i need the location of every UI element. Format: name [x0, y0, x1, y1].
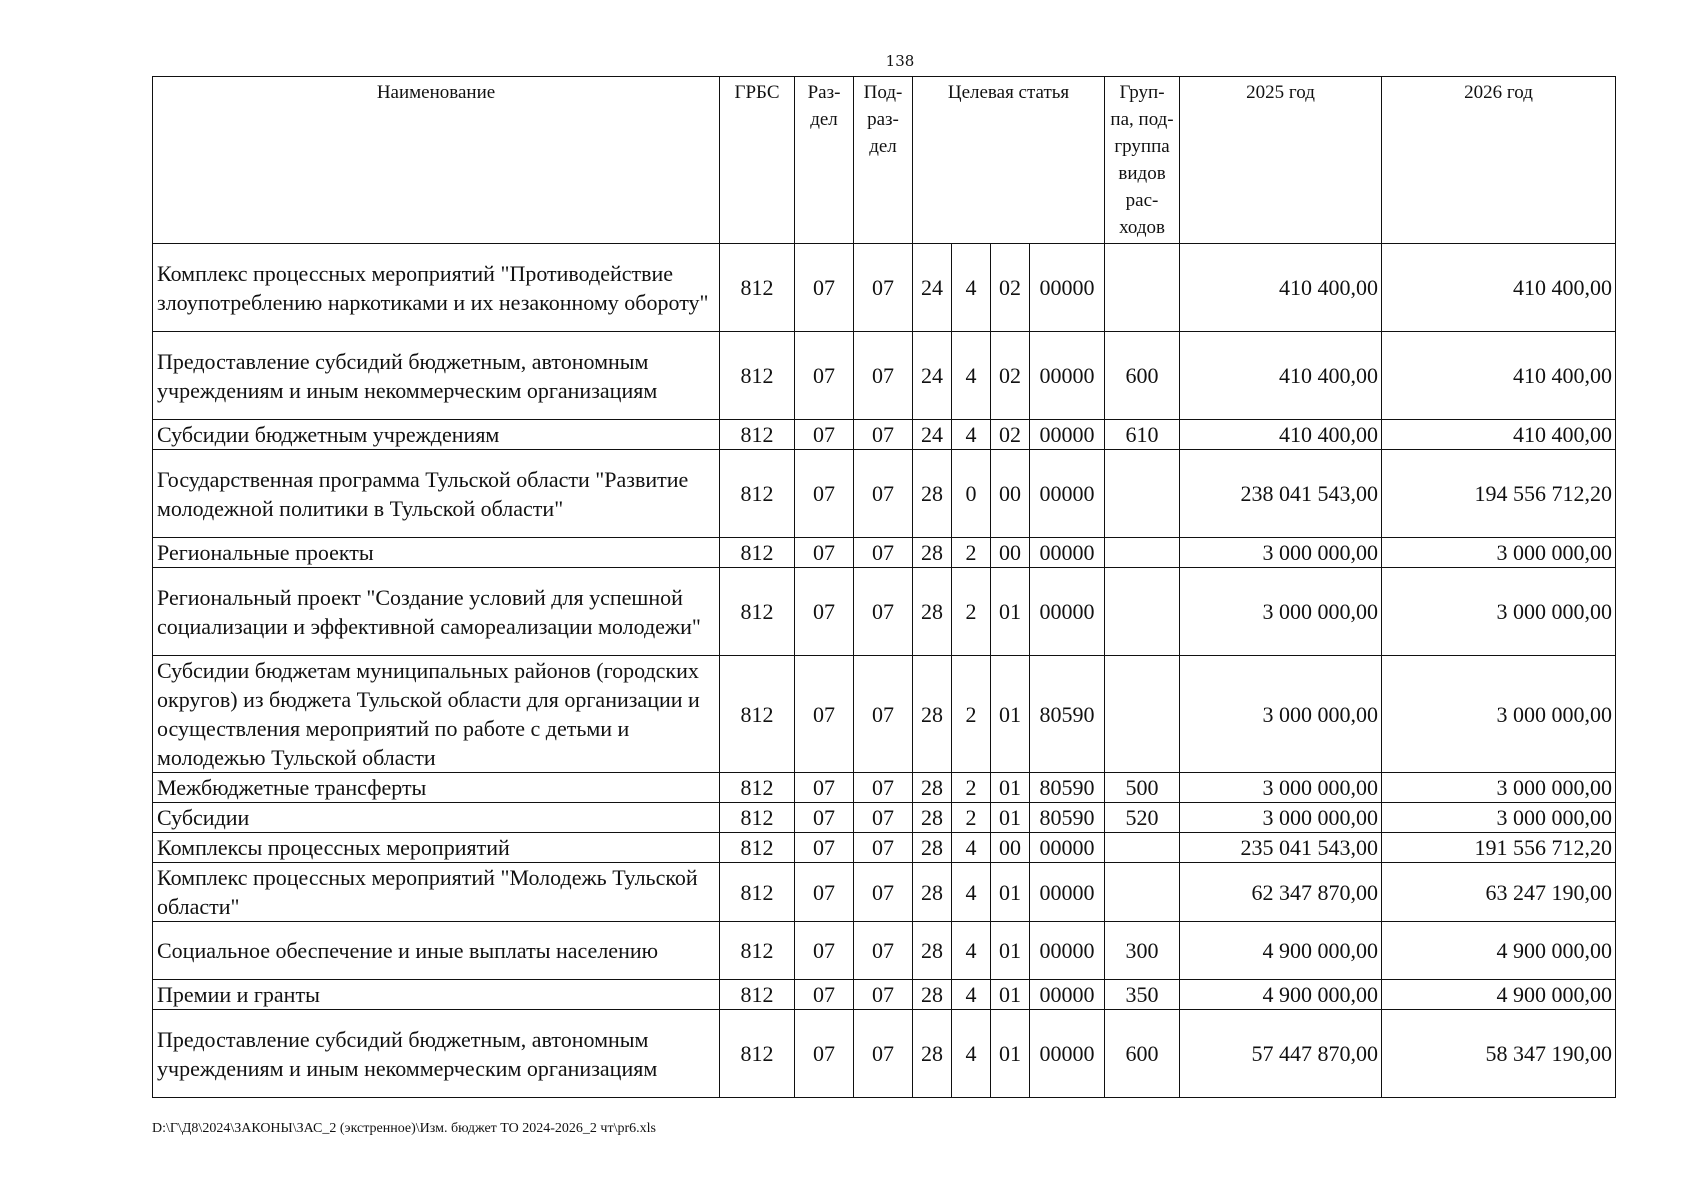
row-target-direction: 00000: [1030, 332, 1105, 420]
row-target-event: 01: [991, 922, 1030, 980]
row-amount-2025: 4 900 000,00: [1180, 922, 1382, 980]
row-amount-2026: 3 000 000,00: [1382, 568, 1616, 656]
header-year-2025: 2025 год: [1180, 77, 1382, 244]
row-grbs: 812: [720, 1010, 795, 1098]
row-amount-2026: 3 000 000,00: [1382, 773, 1616, 803]
table-row: [153, 420, 1616, 450]
row-expense-group: 600: [1105, 1010, 1180, 1098]
row-grbs: 812: [720, 568, 795, 656]
row-target-program: 24: [913, 244, 952, 332]
row-target-type: 2: [952, 773, 991, 803]
row-subsection: 07: [854, 568, 913, 656]
table-row: [153, 332, 1616, 420]
row-target-program: 24: [913, 332, 952, 420]
header-subsection: Под- раз- дел: [854, 77, 913, 244]
row-amount-2025: 57 447 870,00: [1180, 1010, 1382, 1098]
row-subsection: 07: [854, 980, 913, 1010]
row-name: Региональные проекты: [153, 538, 720, 568]
table-row: [153, 450, 1616, 538]
row-target-type: 4: [952, 332, 991, 420]
row-target-type: 4: [952, 833, 991, 863]
row-name: Премии и гранты: [153, 980, 720, 1010]
page-number: 138: [885, 52, 915, 70]
row-expense-group: 500: [1105, 773, 1180, 803]
header-expense-group: Груп- па, под- группа видов рас- ходов: [1105, 77, 1180, 244]
row-grbs: 812: [720, 773, 795, 803]
table-header-row: [153, 77, 1616, 244]
row-amount-2025: 3 000 000,00: [1180, 656, 1382, 773]
header-grbs: ГРБС: [720, 77, 795, 244]
row-amount-2026: 410 400,00: [1382, 244, 1616, 332]
row-target-program: 28: [913, 656, 952, 773]
row-target-direction: 80590: [1030, 803, 1105, 833]
row-amount-2026: 410 400,00: [1382, 332, 1616, 420]
row-target-direction: 00000: [1030, 1010, 1105, 1098]
row-grbs: 812: [720, 922, 795, 980]
row-expense-group: [1105, 833, 1180, 863]
table-row: [153, 538, 1616, 568]
row-target-program: 28: [913, 538, 952, 568]
row-target-program: 28: [913, 922, 952, 980]
row-target-direction: 00000: [1030, 244, 1105, 332]
row-expense-group: [1105, 863, 1180, 922]
row-name: Субсидии бюджетам муниципальных районов (городских округов) из бюджета Тульской области для организации и осуществления мероприятий по работе с детьми и молодежью Тульской области: [153, 656, 720, 773]
table-row: [153, 922, 1616, 980]
row-name: Комплекс процессных мероприятий "Молодежь Тульской области": [153, 863, 720, 922]
row-amount-2025: 238 041 543,00: [1180, 450, 1382, 538]
row-target-program: 28: [913, 863, 952, 922]
row-amount-2026: 410 400,00: [1382, 420, 1616, 450]
row-grbs: 812: [720, 803, 795, 833]
row-grbs: 812: [720, 833, 795, 863]
table-row: [153, 773, 1616, 803]
row-target-event: 01: [991, 1010, 1030, 1098]
row-amount-2026: 58 347 190,00: [1382, 1010, 1616, 1098]
row-target-event: 01: [991, 568, 1030, 656]
row-target-type: 4: [952, 922, 991, 980]
row-target-type: 4: [952, 244, 991, 332]
row-name: Государственная программа Тульской области "Развитие молодежной политики в Тульской области": [153, 450, 720, 538]
row-section: 07: [795, 244, 854, 332]
row-subsection: 07: [854, 803, 913, 833]
row-grbs: 812: [720, 450, 795, 538]
row-section: 07: [795, 538, 854, 568]
row-target-program: 28: [913, 450, 952, 538]
row-amount-2026: 63 247 190,00: [1382, 863, 1616, 922]
row-target-type: 4: [952, 1010, 991, 1098]
table-row: [153, 656, 1616, 773]
row-section: 07: [795, 803, 854, 833]
row-expense-group: 610: [1105, 420, 1180, 450]
row-amount-2025: 3 000 000,00: [1180, 568, 1382, 656]
row-grbs: 812: [720, 332, 795, 420]
row-expense-group: [1105, 568, 1180, 656]
row-amount-2026: 194 556 712,20: [1382, 450, 1616, 538]
row-amount-2026: 4 900 000,00: [1382, 922, 1616, 980]
row-amount-2025: 3 000 000,00: [1180, 538, 1382, 568]
table-row: [153, 833, 1616, 863]
row-section: 07: [795, 980, 854, 1010]
row-amount-2026: 3 000 000,00: [1382, 656, 1616, 773]
row-amount-2025: 3 000 000,00: [1180, 803, 1382, 833]
row-name: Субсидии: [153, 803, 720, 833]
row-target-type: 2: [952, 568, 991, 656]
row-target-direction: 00000: [1030, 568, 1105, 656]
row-target-event: 00: [991, 450, 1030, 538]
row-section: 07: [795, 833, 854, 863]
row-subsection: 07: [854, 833, 913, 863]
row-section: 07: [795, 450, 854, 538]
row-amount-2026: 3 000 000,00: [1382, 538, 1616, 568]
row-target-type: 4: [952, 980, 991, 1010]
row-target-direction: 00000: [1030, 863, 1105, 922]
row-name: Социальное обеспечение и иные выплаты населению: [153, 922, 720, 980]
row-amount-2025: 235 041 543,00: [1180, 833, 1382, 863]
row-target-event: 01: [991, 656, 1030, 773]
row-name: Субсидии бюджетным учреждениям: [153, 420, 720, 450]
row-subsection: 07: [854, 656, 913, 773]
row-grbs: 812: [720, 980, 795, 1010]
row-target-direction: 00000: [1030, 450, 1105, 538]
row-expense-group: 520: [1105, 803, 1180, 833]
row-target-direction: 00000: [1030, 980, 1105, 1010]
header-section: Раз- дел: [795, 77, 854, 244]
row-amount-2026: 191 556 712,20: [1382, 833, 1616, 863]
row-subsection: 07: [854, 244, 913, 332]
row-subsection: 07: [854, 538, 913, 568]
row-target-type: 0: [952, 450, 991, 538]
row-expense-group: 350: [1105, 980, 1180, 1010]
row-target-direction: 00000: [1030, 922, 1105, 980]
row-section: 07: [795, 656, 854, 773]
row-target-program: 24: [913, 420, 952, 450]
row-name: Предоставление субсидий бюджетным, автономным учреждениям и иным некоммерческим организациям: [153, 1010, 720, 1098]
table-row: [153, 1010, 1616, 1098]
row-name: Региональный проект "Создание условий для успешной социализации и эффективной самореализации молодежи": [153, 568, 720, 656]
row-target-program: 28: [913, 803, 952, 833]
row-name: Комплексы процессных мероприятий: [153, 833, 720, 863]
header-name: Наименование: [153, 77, 720, 244]
row-target-type: 2: [952, 803, 991, 833]
row-target-direction: 00000: [1030, 420, 1105, 450]
row-amount-2025: 410 400,00: [1180, 332, 1382, 420]
row-target-event: 00: [991, 538, 1030, 568]
row-amount-2026: 3 000 000,00: [1382, 803, 1616, 833]
row-name: Комплекс процессных мероприятий "Противодействие злоупотреблению наркотиками и их незаконному обороту": [153, 244, 720, 332]
row-target-direction: 00000: [1030, 538, 1105, 568]
row-section: 07: [795, 332, 854, 420]
header-target-article: Целевая статья: [913, 77, 1105, 244]
row-expense-group: 300: [1105, 922, 1180, 980]
row-section: 07: [795, 568, 854, 656]
row-target-event: 02: [991, 244, 1030, 332]
row-grbs: 812: [720, 863, 795, 922]
row-target-program: 28: [913, 1010, 952, 1098]
row-expense-group: [1105, 656, 1180, 773]
row-amount-2025: 4 900 000,00: [1180, 980, 1382, 1010]
row-amount-2025: 62 347 870,00: [1180, 863, 1382, 922]
row-subsection: 07: [854, 1010, 913, 1098]
row-target-program: 28: [913, 980, 952, 1010]
row-grbs: 812: [720, 244, 795, 332]
row-target-event: 01: [991, 863, 1030, 922]
row-target-program: 28: [913, 568, 952, 656]
row-expense-group: 600: [1105, 332, 1180, 420]
row-section: 07: [795, 863, 854, 922]
row-grbs: 812: [720, 538, 795, 568]
row-target-event: 01: [991, 773, 1030, 803]
row-subsection: 07: [854, 450, 913, 538]
row-name: Предоставление субсидий бюджетным, автономным учреждениям и иным некоммерческим организациям: [153, 332, 720, 420]
row-section: 07: [795, 1010, 854, 1098]
row-amount-2025: 3 000 000,00: [1180, 773, 1382, 803]
row-target-event: 02: [991, 420, 1030, 450]
row-target-type: 4: [952, 863, 991, 922]
row-section: 07: [795, 922, 854, 980]
row-subsection: 07: [854, 922, 913, 980]
table-row: [153, 244, 1616, 332]
header-year-2026: 2026 год: [1382, 77, 1616, 244]
row-target-type: 2: [952, 656, 991, 773]
row-amount-2025: 410 400,00: [1180, 420, 1382, 450]
row-amount-2025: 410 400,00: [1180, 244, 1382, 332]
row-section: 07: [795, 773, 854, 803]
row-subsection: 07: [854, 420, 913, 450]
row-expense-group: [1105, 538, 1180, 568]
row-target-direction: 80590: [1030, 773, 1105, 803]
row-target-event: 00: [991, 833, 1030, 863]
row-target-event: 01: [991, 803, 1030, 833]
row-subsection: 07: [854, 773, 913, 803]
row-target-program: 28: [913, 773, 952, 803]
row-target-type: 2: [952, 538, 991, 568]
row-name: Межбюджетные трансферты: [153, 773, 720, 803]
budget-table: [152, 76, 1616, 1098]
row-subsection: 07: [854, 863, 913, 922]
row-target-type: 4: [952, 420, 991, 450]
table-row: [153, 568, 1616, 656]
table-row: [153, 863, 1616, 922]
row-target-direction: 00000: [1030, 833, 1105, 863]
row-expense-group: [1105, 450, 1180, 538]
row-target-event: 01: [991, 980, 1030, 1010]
table-row: [153, 980, 1616, 1010]
footer-file-path: D:\Г\Д8\2024\ЗАКОНЫ\ЗАС_2 (экстренное)\Изм. бюджет ТО 2024-2026_2 чт\pr6.xls: [152, 1121, 656, 1136]
row-grbs: 812: [720, 656, 795, 773]
row-amount-2026: 4 900 000,00: [1382, 980, 1616, 1010]
row-target-direction: 80590: [1030, 656, 1105, 773]
row-section: 07: [795, 420, 854, 450]
row-expense-group: [1105, 244, 1180, 332]
row-grbs: 812: [720, 420, 795, 450]
table-row: [153, 803, 1616, 833]
row-target-event: 02: [991, 332, 1030, 420]
row-subsection: 07: [854, 332, 913, 420]
table-body: [153, 244, 1616, 1098]
row-target-program: 28: [913, 833, 952, 863]
